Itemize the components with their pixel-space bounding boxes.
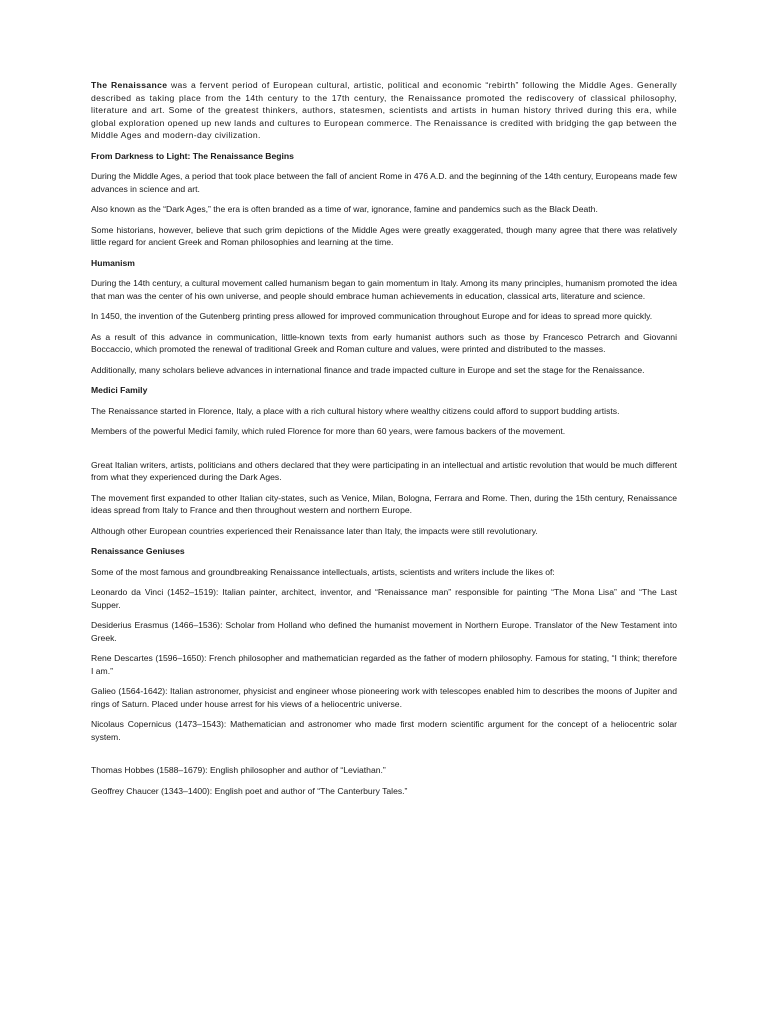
paragraph: Members of the powerful Medici family, which ruled Florence for more than 60 years, were famous backers of the movement. xyxy=(91,426,566,436)
paragraph: Although other European countries experienced their Renaissance later than Italy, the impacts were still revolutionary. xyxy=(91,525,538,536)
paragraph: As a result of this advance in communication, little-known texts from early humanist authors such as those by Francesco Petrarch and Giovanni Boccaccio, which promoted the renewal of traditional Greek and Roman culture and values, were printed and distributed to the masses. xyxy=(91,331,677,354)
paragraph: The Renaissance started in Florence, Italy, a place with a rich cultural history where wealthy citizens could afford to support budding artists. xyxy=(91,405,620,416)
list-item: Leonardo da Vinci (1452–1519): Italian painter, architect, inventor, and “Renaissance man” responsible for painting “The Mona Lisa” and “The Last Supper. xyxy=(91,587,677,610)
paragraph: Some historians, however, believe that such grim depictions of the Middle Ages were greatly exaggerated, though many agree that there was relatively little regard for ancient Greek and Roman philosophies and learning at the time. xyxy=(91,224,677,247)
intro-text: was a fervent period of European cultural, artistic, political and economic “rebirth” following the Middle Ages. Generally described as taking place from the 14th century to the 17th century, the Renaissance promoted the rediscovery of classical philosophy, literature and art. Some of the greatest thinkers, authors, statesmen, scientists and artists in human history thrived during this era, while global exploration opened up new lands and cultures to European commerce. The Renaissance is credited with bridging the gap between the Middle Ages and modern-day civilization. xyxy=(91,80,677,140)
list-item: Thomas Hobbes (1588–1679): English philosopher and author of “Leviathan.” xyxy=(91,765,386,775)
paragraph: During the Middle Ages, a period that took place between the fall of ancient Rome in 476 A.D. and the beginning of the 14th century, Europeans made few advances in science and art. xyxy=(91,171,677,194)
section-heading-humanism: Humanism xyxy=(91,257,135,268)
list-item: Galieo (1564-1642): Italian astronomer, physicist and engineer whose pioneering work with telescopes enabled him to describes the moons of Jupiter and rings of Saturn. Placed under house arrest for his views of a heliocentric universe. xyxy=(91,686,677,709)
paragraph: In 1450, the invention of the Gutenberg printing press allowed for improved communication throughout Europe and for ideas to spread more quickly. xyxy=(91,311,653,321)
paragraph: During the 14th century, a cultural movement called humanism began to gain momentum in Italy. Among its many principles, humanism promoted the idea that man was the center of his own universe, and people should embrace human achievements in education, classical arts, literature and science. xyxy=(91,278,677,301)
section-heading-darkness-to-light: From Darkness to Light: The Renaissance Begins xyxy=(91,150,294,161)
section-heading-medici-family: Medici Family xyxy=(91,385,148,395)
paragraph: Additionally, many scholars believe advances in international finance and trade impacted culture in Europe and set the stage for the Renaissance. xyxy=(91,364,645,375)
list-item: Desiderius Erasmus (1466–1536): Scholar from Holland who defined the humanist movement in Northern Europe. Translator of the New Testament into Greek. xyxy=(91,620,677,643)
list-item: Nicolaus Copernicus (1473–1543): Mathematician and astronomer who made first modern scientific argument for the concept of a heliocentric solar system. xyxy=(91,719,677,742)
paragraph: Also known as the “Dark Ages,” the era is often branded as a time of war, ignorance, famine and pandemics such as the Black Death. xyxy=(91,204,598,214)
paragraph: The movement first expanded to other Italian city-states, such as Venice, Milan, Bologna, Ferrara and Rome. Then, during the 15th century, Renaissance ideas spread from Italy to France and then throughout western and northern Europe. xyxy=(91,492,677,515)
intro-term: The Renaissance xyxy=(91,80,168,90)
list-item: Rene Descartes (1596–1650): French philosopher and mathematician regarded as the father of modern philosophy. Famous for stating, “I think; therefore I am.” xyxy=(91,653,677,676)
intro-paragraph xyxy=(91,79,677,142)
list-item: Geoffrey Chaucer (1343–1400): English poet and author of “The Canterbury Tales.” xyxy=(91,785,408,796)
section-heading-renaissance-geniuses: Renaissance Geniuses xyxy=(91,546,185,556)
paragraph: Some of the most famous and groundbreaking Renaissance intellectuals, artists, scientists and writers include the likes of: xyxy=(91,566,555,577)
paragraph: Great Italian writers, artists, politicians and others declared that they were participating in an intellectual and artistic revolution that would be much different from what they experienced during the Dark Ages. xyxy=(91,459,677,482)
